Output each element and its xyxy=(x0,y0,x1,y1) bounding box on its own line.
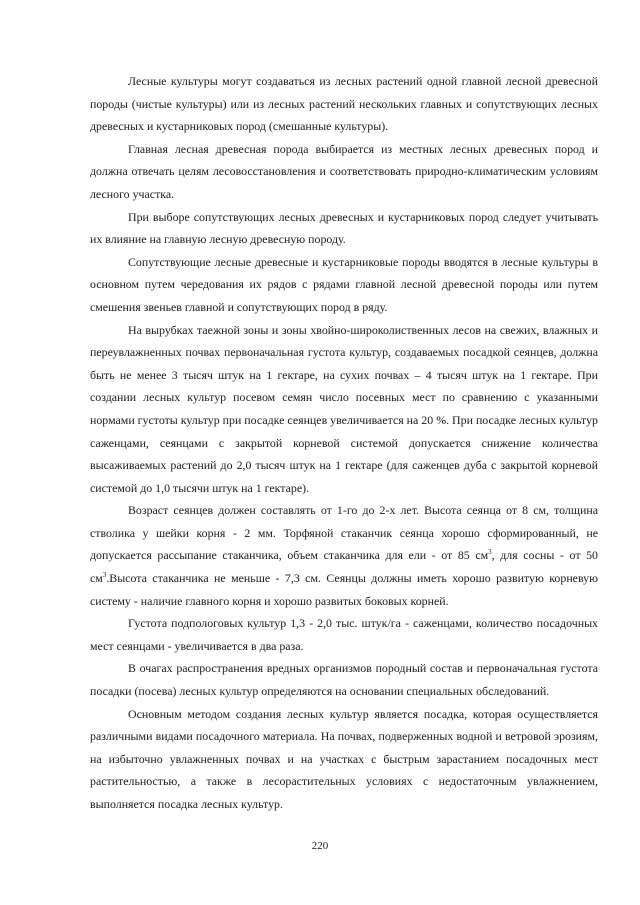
paragraph-7: Густота подпологовых культур 1,3 - 2,0 тыс. штук/га - саженцами, количество посадочных мест сеянцами - увеличивается в два раза. xyxy=(90,616,598,653)
unit-exponent: 3 xyxy=(488,548,492,557)
paragraph-4: Сопутствующие лесные древесные и кустарниковые породы вводятся в лесные культуры в основном путем чередования их рядов с рядами главной лесной древесной породы или путем смешения звеньев главной и сопутствующих пород в ряду. xyxy=(90,254,598,314)
paragraph-9: Основным методом создания лесных культур является посадка, которая осуществляется различными видами посадочного материала. На почвах, подверженных водной и ветровой эрозиям, на избыточно увлажненных почвах и на участках с быстрым зарастанием посадочных мест растительностью, а также в лесорастительных условиях с недостаточным увлажнением, выполняется посадка лесных культур. xyxy=(90,706,598,811)
page-body xyxy=(90,70,598,816)
paragraph-5: На вырубках таежной зоны и зоны хвойно-широколиственных лесов на свежих, влажных и переувлажненных почвах первоначальная густота культур, создаваемых посадкой сеянцев, должна быть не менее 3 тысяч штук на 1 гектаре, на сухих почвах – 4 тысяч штук на 1 гектаре. При создании лесных культур посевом семян число посевных мест по сравнению с указанными нормами густоты культур при посадке сеянцев увеличивается на 20 %. При посадке лесных культур саженцами, сеянцами с закрытой корневой системой допускается снижение количества высаживаемых растений до 2,0 тысяч штук на 1 гектаре (для саженцев дуба с закрытой корневой системой до 1,0 тысячи штук на 1 гектаре). xyxy=(90,322,598,495)
page-number: 220 xyxy=(311,840,329,852)
unit-exponent: 3 xyxy=(102,571,107,580)
paragraph-8: В очагах распространения вредных организмов породный состав и первоначальная густота посадки (посева) лесных культур определяются на основании специальных обследований. xyxy=(90,661,598,699)
paragraph-3: При выборе сопутствующих лесных древесных и кустарниковых пород следует учитывать их влияние на главную лесную древесную породу. xyxy=(90,209,598,247)
paragraph-2: Главная лесная древесная порода выбирается из местных лесных древесных пород и должна отвечать целям лесовосстановления и соответствовать природно-климатическим условиям лесного участка. xyxy=(90,141,598,201)
paragraph-1: Лесные культуры могут создаваться из лесных растений одной главной лесной древесной породы (чистые культуры) или из лесных растений нескольких главных и сопутствующих лесных древесных и кустарниковых пород (смешанные культуры). xyxy=(90,74,598,134)
paragraph-6: Возраст сеянцев должен составлять от 1-го до 2-х лет. Высота сеянца от 8 см, толщина стволика у шейки корня - 2 мм. Торфяной стаканчик сеянца хорошо сформированный, не допускается рассыпание стаканчика, объем стаканчика для ели - от 85 $см^3$, для сосны - от 50 $см^3.Высота$ стаканчика не меньше - 7,3 см. Сеянцы должны иметь хорошо развитую корневую систему - наличие главного корня и хорошо развитых боковых корней. xyxy=(90,503,598,608)
